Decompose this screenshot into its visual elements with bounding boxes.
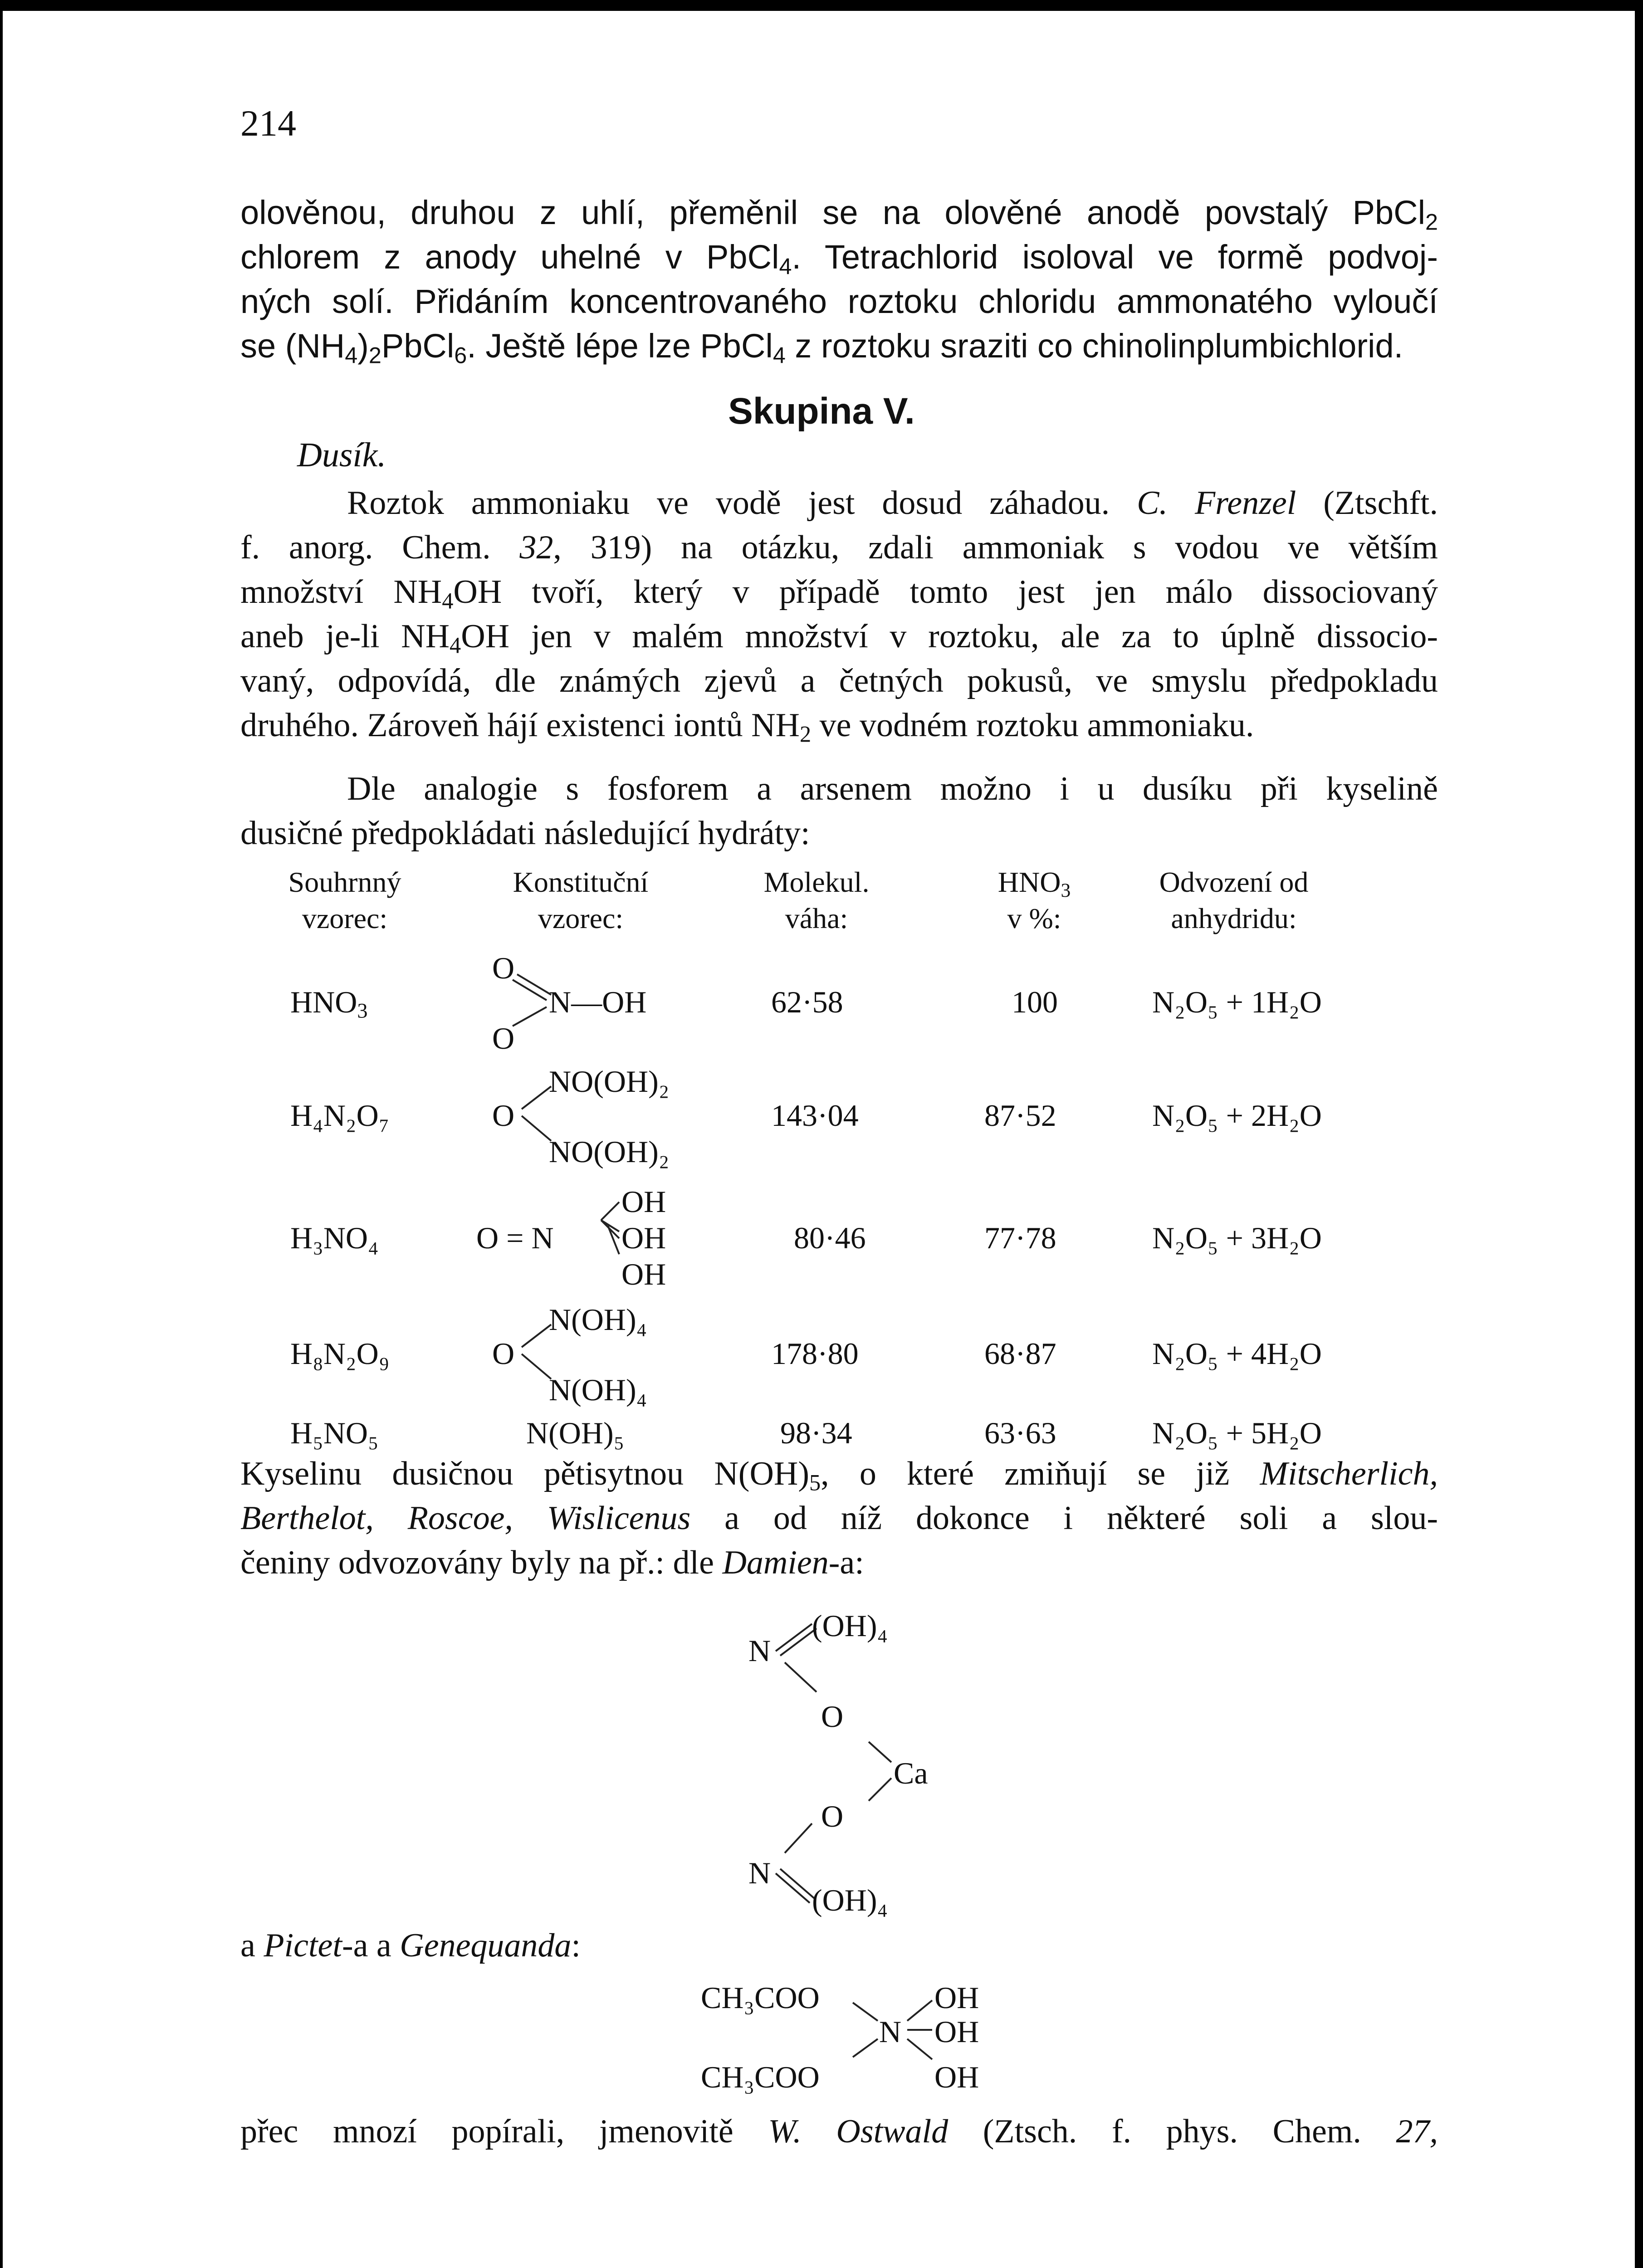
- row2-derivation: N₂O₅ + 2H₂O: [1152, 1098, 1322, 1133]
- paragraph-pentabasic: [240, 1452, 1438, 1585]
- text-line: a Pictet-a a Genequanda:: [240, 1927, 581, 1964]
- text-line: čeniny odvozovány byly na př.: dle Damien-a:: [240, 1544, 864, 1581]
- row1-struct-o-top: O: [492, 951, 515, 985]
- row3-struct-oh2: OH: [621, 1221, 666, 1255]
- author-name: C. Frenzel: [1137, 484, 1296, 522]
- row5-struct: N(OH)₅: [526, 1416, 625, 1450]
- table-header-derivation: Odvození od anhydridu:: [1159, 866, 1309, 934]
- row1-weight: 62·58: [771, 985, 843, 1019]
- text-line: Dle analogie s fosforem a arsenem možno i u dusíku při kyselině: [347, 770, 1438, 807]
- damien-o-bottom: O: [821, 1799, 844, 1833]
- author-name: Damien: [722, 1544, 829, 1581]
- row4-percent: 68·87: [984, 1336, 1056, 1371]
- section-heading: Skupina V.: [728, 391, 915, 432]
- text-line: druhého. Zároveň hájí existenci iontů $NH_2$ ve vodném roztoku ammoniaku.: [240, 707, 1254, 747]
- damien-n-top: N: [748, 1633, 771, 1668]
- author-name: Roscoe,: [407, 1500, 513, 1537]
- pictet-n: N: [879, 2014, 902, 2049]
- text-line: vaný, odpovídá, dle známých zjevů a četných pokusů, ve smyslu předpokladu: [240, 662, 1438, 699]
- text-line: f. anorg. Chem. 32, 319) na otázku, zdali ammoniak s vodou ve větším: [240, 529, 1438, 566]
- row2-formula: H₄N₂O₇: [290, 1098, 390, 1133]
- table-header-summary: Souhrnný vzorec:: [288, 866, 401, 934]
- row3-weight: 80·46: [794, 1221, 866, 1255]
- row3-struct-oh1: OH: [621, 1184, 666, 1219]
- damien-oh-bottom: (OH)₄: [812, 1883, 888, 1917]
- author-name: Genequanda: [400, 1927, 572, 1964]
- damien-ca: Ca: [894, 1756, 928, 1790]
- text-line: chlorem z anody uhelné v PbCl$_4$. Tetrachlorid isoloval ve formě podvoj-: [240, 238, 1438, 279]
- row2-struct-bottom: NO(OH)₂: [549, 1134, 670, 1169]
- pictet-ch3coo-bottom: CH₃COO: [701, 2060, 820, 2094]
- pictet-ch3coo-top: CH₃COO: [701, 1980, 820, 2015]
- author-name: Mitscherlich,: [1260, 1455, 1438, 1492]
- row3-derivation: N₂O₅ + 3H₂O: [1152, 1221, 1322, 1255]
- row5-weight: 98·34: [780, 1416, 852, 1450]
- row3-struct-left: O = N: [476, 1221, 554, 1255]
- damien-oh-top: (OH)₄: [812, 1608, 888, 1643]
- row1-struct-o-bottom: O: [492, 1021, 515, 1056]
- row1-struct-n: N—OH: [549, 985, 647, 1019]
- text-line: se $(NH_4)_2PbCl_6$. Ještě lépe lze PbCl$_4$ z roztoku sraziti co chinolinplumbichlorid.: [240, 327, 1403, 368]
- row2-struct-top: NO(OH)₂: [549, 1064, 670, 1099]
- text-line: ných solí. Přidáním koncentrovaného roztoku chloridu ammonatého vyloučí: [240, 283, 1438, 320]
- row4-struct-top: N(OH)₄: [549, 1302, 647, 1337]
- table-header-constitution: Konstituční vzorec:: [513, 866, 649, 934]
- subheading-dusik: Dusík.: [297, 436, 386, 474]
- row3-percent: 77·78: [984, 1221, 1056, 1255]
- text-line: množství $NH_4OH$ tvoří, který v případě tomto jest jen málo dissociovaný: [240, 573, 1438, 614]
- page-number: 214: [240, 103, 296, 144]
- row1-percent: 100: [1012, 985, 1058, 1019]
- row4-weight: 178·80: [771, 1336, 859, 1371]
- row1-formula: $HNO_3$: [290, 985, 368, 1023]
- row4-struct-bottom: N(OH)₄: [549, 1373, 647, 1407]
- row5-formula: H₅NO₅: [290, 1416, 379, 1450]
- row2-percent: 87·52: [984, 1098, 1056, 1133]
- text-line: dusičné předpokládati následující hydráty:: [240, 815, 810, 852]
- row2-struct-o: O: [492, 1098, 515, 1133]
- table-header-weight: Molekul. váha:: [763, 866, 870, 934]
- row1-derivation: N₂O₅ + 1H₂O: [1152, 985, 1322, 1019]
- row5-derivation: N₂O₅ + 5H₂O: [1152, 1416, 1322, 1450]
- author-name: Wislicenus: [547, 1500, 691, 1537]
- row4-derivation: N₂O₅ + 4H₂O: [1152, 1336, 1322, 1371]
- author-name: W. Ostwald: [768, 2113, 949, 2150]
- text-line: Roztok ammoniaku ve vodě jest dosud záhadou. C. Frenzel (Ztschft.: [347, 484, 1438, 522]
- text-line: olověnou, druhou z uhlí, přeměnil se na olověné anodě povstalý PbCl$_2$: [240, 194, 1438, 235]
- row4-struct-o: O: [492, 1336, 515, 1371]
- pictet-oh3: OH: [934, 2060, 979, 2094]
- pictet-line: [240, 1923, 1438, 1968]
- damien-o-top: O: [821, 1699, 844, 1734]
- text-line: přec mnozí popírali, jmenovitě W. Ostwald (Ztsch. f. phys. Chem. 27,: [240, 2113, 1438, 2150]
- text-line: aneb je-li $NH_4OH$ jen v malém množství v roztoku, ale za to úplně dissocio-: [240, 618, 1438, 658]
- row4-formula: H₈N₂O₉: [290, 1336, 390, 1371]
- table-header-percent: $HNO_3$ v %:: [998, 866, 1071, 934]
- row5-percent: 63·63: [984, 1416, 1056, 1450]
- author-name: Berthelot,: [240, 1500, 374, 1537]
- pictet-oh2: OH: [934, 2014, 979, 2049]
- text-line: Berthelot, Roscoe, Wislicenus a od níž dokonce i některé soli a slou-: [240, 1500, 1438, 1537]
- text-line: Kyselinu dusičnou pětisytnou $N(OH)_5$, o které zmiňují se již Mitscherlich,: [240, 1455, 1438, 1496]
- damien-n-bottom: N: [748, 1856, 771, 1890]
- pictet-oh1: OH: [934, 1980, 979, 2015]
- final-line: [240, 2109, 1438, 2154]
- row3-formula: H₃NO₄: [290, 1221, 379, 1255]
- author-name: Pictet: [264, 1927, 342, 1964]
- row2-weight: 143·04: [771, 1098, 859, 1133]
- row3-struct-oh3: OH: [621, 1257, 666, 1291]
